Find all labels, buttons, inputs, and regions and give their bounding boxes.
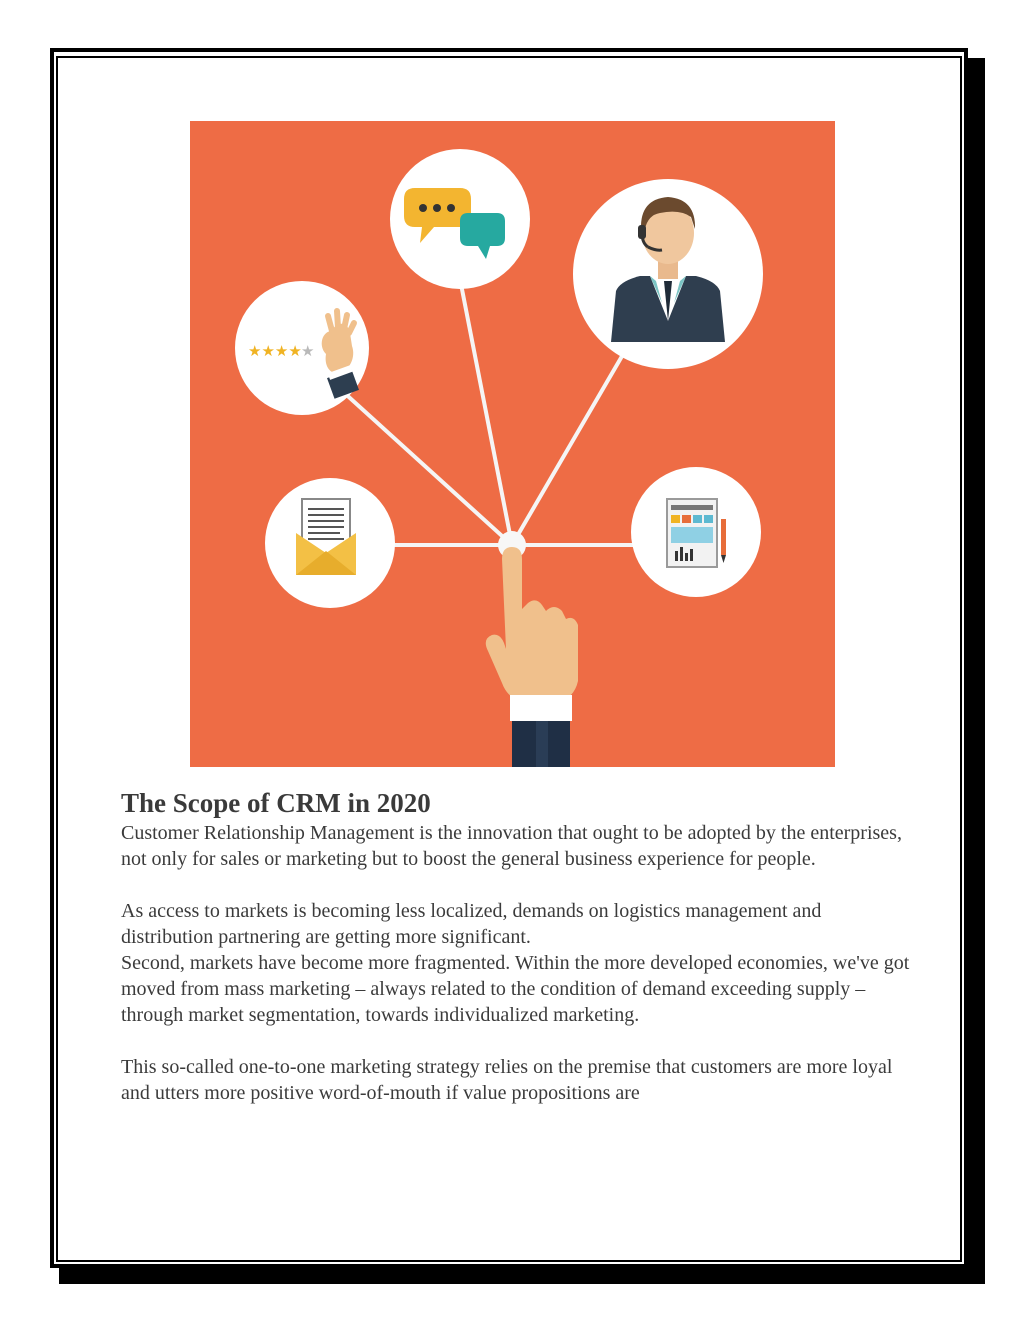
paragraph-gap <box>121 872 911 898</box>
email-envelope-icon <box>265 478 395 608</box>
svg-text:★★★★: ★★★★ <box>248 342 302 360</box>
paragraph-gap <box>121 1028 911 1054</box>
chat-bubbles-icon <box>390 149 530 289</box>
article-title: The Scope of CRM in 2020 <box>121 788 431 818</box>
article-content <box>121 786 911 1106</box>
paragraph-one-to-one: This so-called one-to-one marketing strategy relies on the premise that customers are more loyal and utters more positive word-of-mouth if value propositions are <box>121 1056 893 1104</box>
crm-illustration <box>190 121 835 767</box>
rating-hand-icon <box>235 281 369 415</box>
report-document-icon <box>631 467 761 597</box>
paragraph-fragmented: Second, markets have become more fragmented. Within the more developed economies, we've got moved from mass marketing – always related to the condition of demand exceeding supply – through market segmentation, towards individualized marketing. <box>121 952 910 1026</box>
paragraph-intro: Customer Relationship Management is the innovation that ought to be adopted by the enterprises, not only for sales or marketing but to boost the general business experience for people. <box>121 822 902 870</box>
svg-text:★: ★ <box>301 342 315 360</box>
support-agent-icon <box>573 179 763 369</box>
pointing-hand-icon <box>486 547 578 767</box>
paragraph-markets: As access to markets is becoming less localized, demands on logistics management and distribution partnering are getting more significant. <box>121 900 822 948</box>
